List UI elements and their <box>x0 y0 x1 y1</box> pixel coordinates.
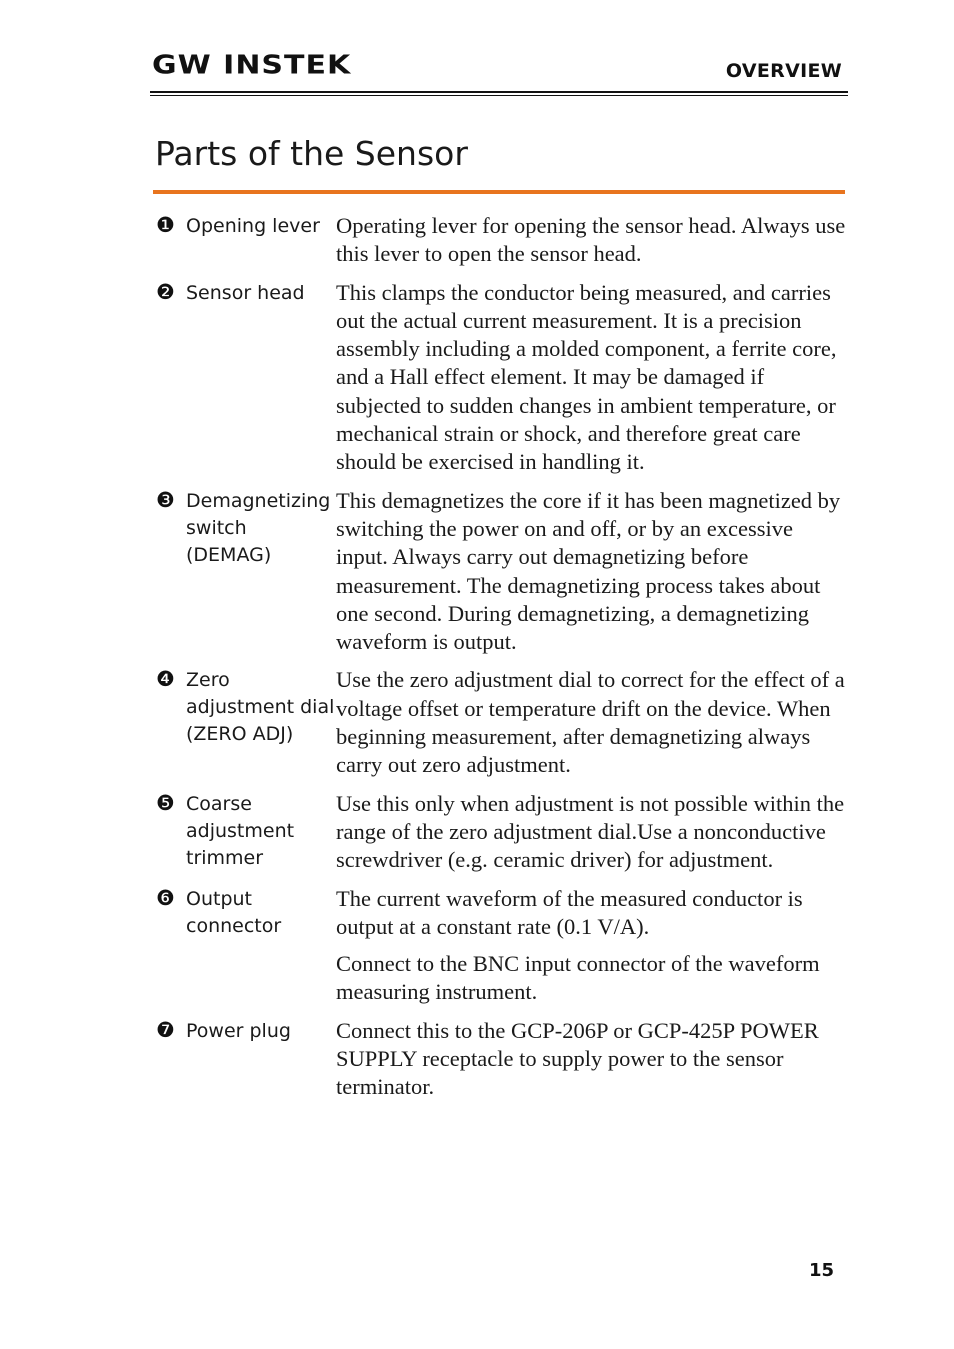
part-name: Opening lever <box>186 215 320 237</box>
part-description <box>336 1017 846 1102</box>
part-description <box>336 279 846 477</box>
description-paragraph: Use this only when adjustment is not possible within the range of the zero adjustment dial.Use a nonconductive screwdriver (e.g. ceramic driver) for adjustment. <box>336 790 845 873</box>
part-name: Coarse adjustment trimmer <box>186 792 295 869</box>
part-row <box>156 790 846 875</box>
brand-logo: GW INSTEK <box>152 50 352 81</box>
description-paragraph: Use the zero adjustment dial to correct for the effect of a voltage offset or temperature drift on the device. When beginning measurement, after demagnetizing always carry out zero adjustment. <box>336 667 845 778</box>
part-row <box>156 487 846 657</box>
part-name: Output connector <box>186 887 282 937</box>
part-name: Demagnetizing switch (DEMAG) <box>186 489 331 566</box>
part-number: ❼ <box>156 1017 175 1042</box>
part-number: ❺ <box>156 790 175 815</box>
part-number: ❹ <box>156 667 175 692</box>
description-paragraph: The current waveform of the measured conductor is output at a constant rate (0.1 V/A). <box>336 885 803 939</box>
section-label: OVERVIEW <box>725 60 842 82</box>
part-description <box>336 885 846 1007</box>
page-title: Parts of the Sensor <box>155 134 468 173</box>
part-name: Power plug <box>186 1019 291 1042</box>
part-name: Sensor head <box>186 281 305 304</box>
part-description <box>336 666 846 779</box>
part-row <box>156 885 846 1007</box>
part-row <box>156 666 846 779</box>
part-description <box>336 790 846 875</box>
title-underline <box>153 190 845 194</box>
part-number: ❷ <box>156 279 175 304</box>
description-paragraph: Operating lever for opening the sensor head. Always use this lever to open the sensor head. <box>336 213 846 267</box>
description-paragraph: Connect to the BNC input connector of the waveform measuring instrument. <box>336 951 820 1005</box>
part-number: ❶ <box>156 213 175 237</box>
part-number: ❻ <box>156 885 175 910</box>
part-description <box>336 487 846 657</box>
part-description <box>336 212 846 269</box>
part-row <box>156 279 846 477</box>
part-row <box>156 1017 846 1102</box>
description-paragraph: Connect this to the GCP-206P or GCP-425P POWER SUPPLY receptacle to supply power to the sensor terminator. <box>336 1017 819 1100</box>
page-number: 15 <box>808 1260 834 1281</box>
header-divider <box>150 91 848 96</box>
description-paragraph: This demagnetizes the core if it has been magnetized by switching the power on and off, or by an excessive input. Always carry out demagnetizing before measurement. The demagnetizing process takes about one second. During demagnetizing, a demagnetizing waveform is output. <box>336 487 841 655</box>
part-number: ❸ <box>156 487 175 512</box>
description-paragraph: This clamps the conductor being measured, and carries out the actual current measurement. It is a precision assembly including a molded component, a ferrite core, and a Hall effect element. It may be damaged if subjected to sudden changes in ambient temperature, or mechanical strain or shock, and therefore great care should be exercised in handling it. <box>336 279 837 475</box>
part-row <box>156 212 846 269</box>
part-name: Zero adjustment dial (ZERO ADJ) <box>186 669 335 746</box>
parts-list <box>156 212 846 1112</box>
